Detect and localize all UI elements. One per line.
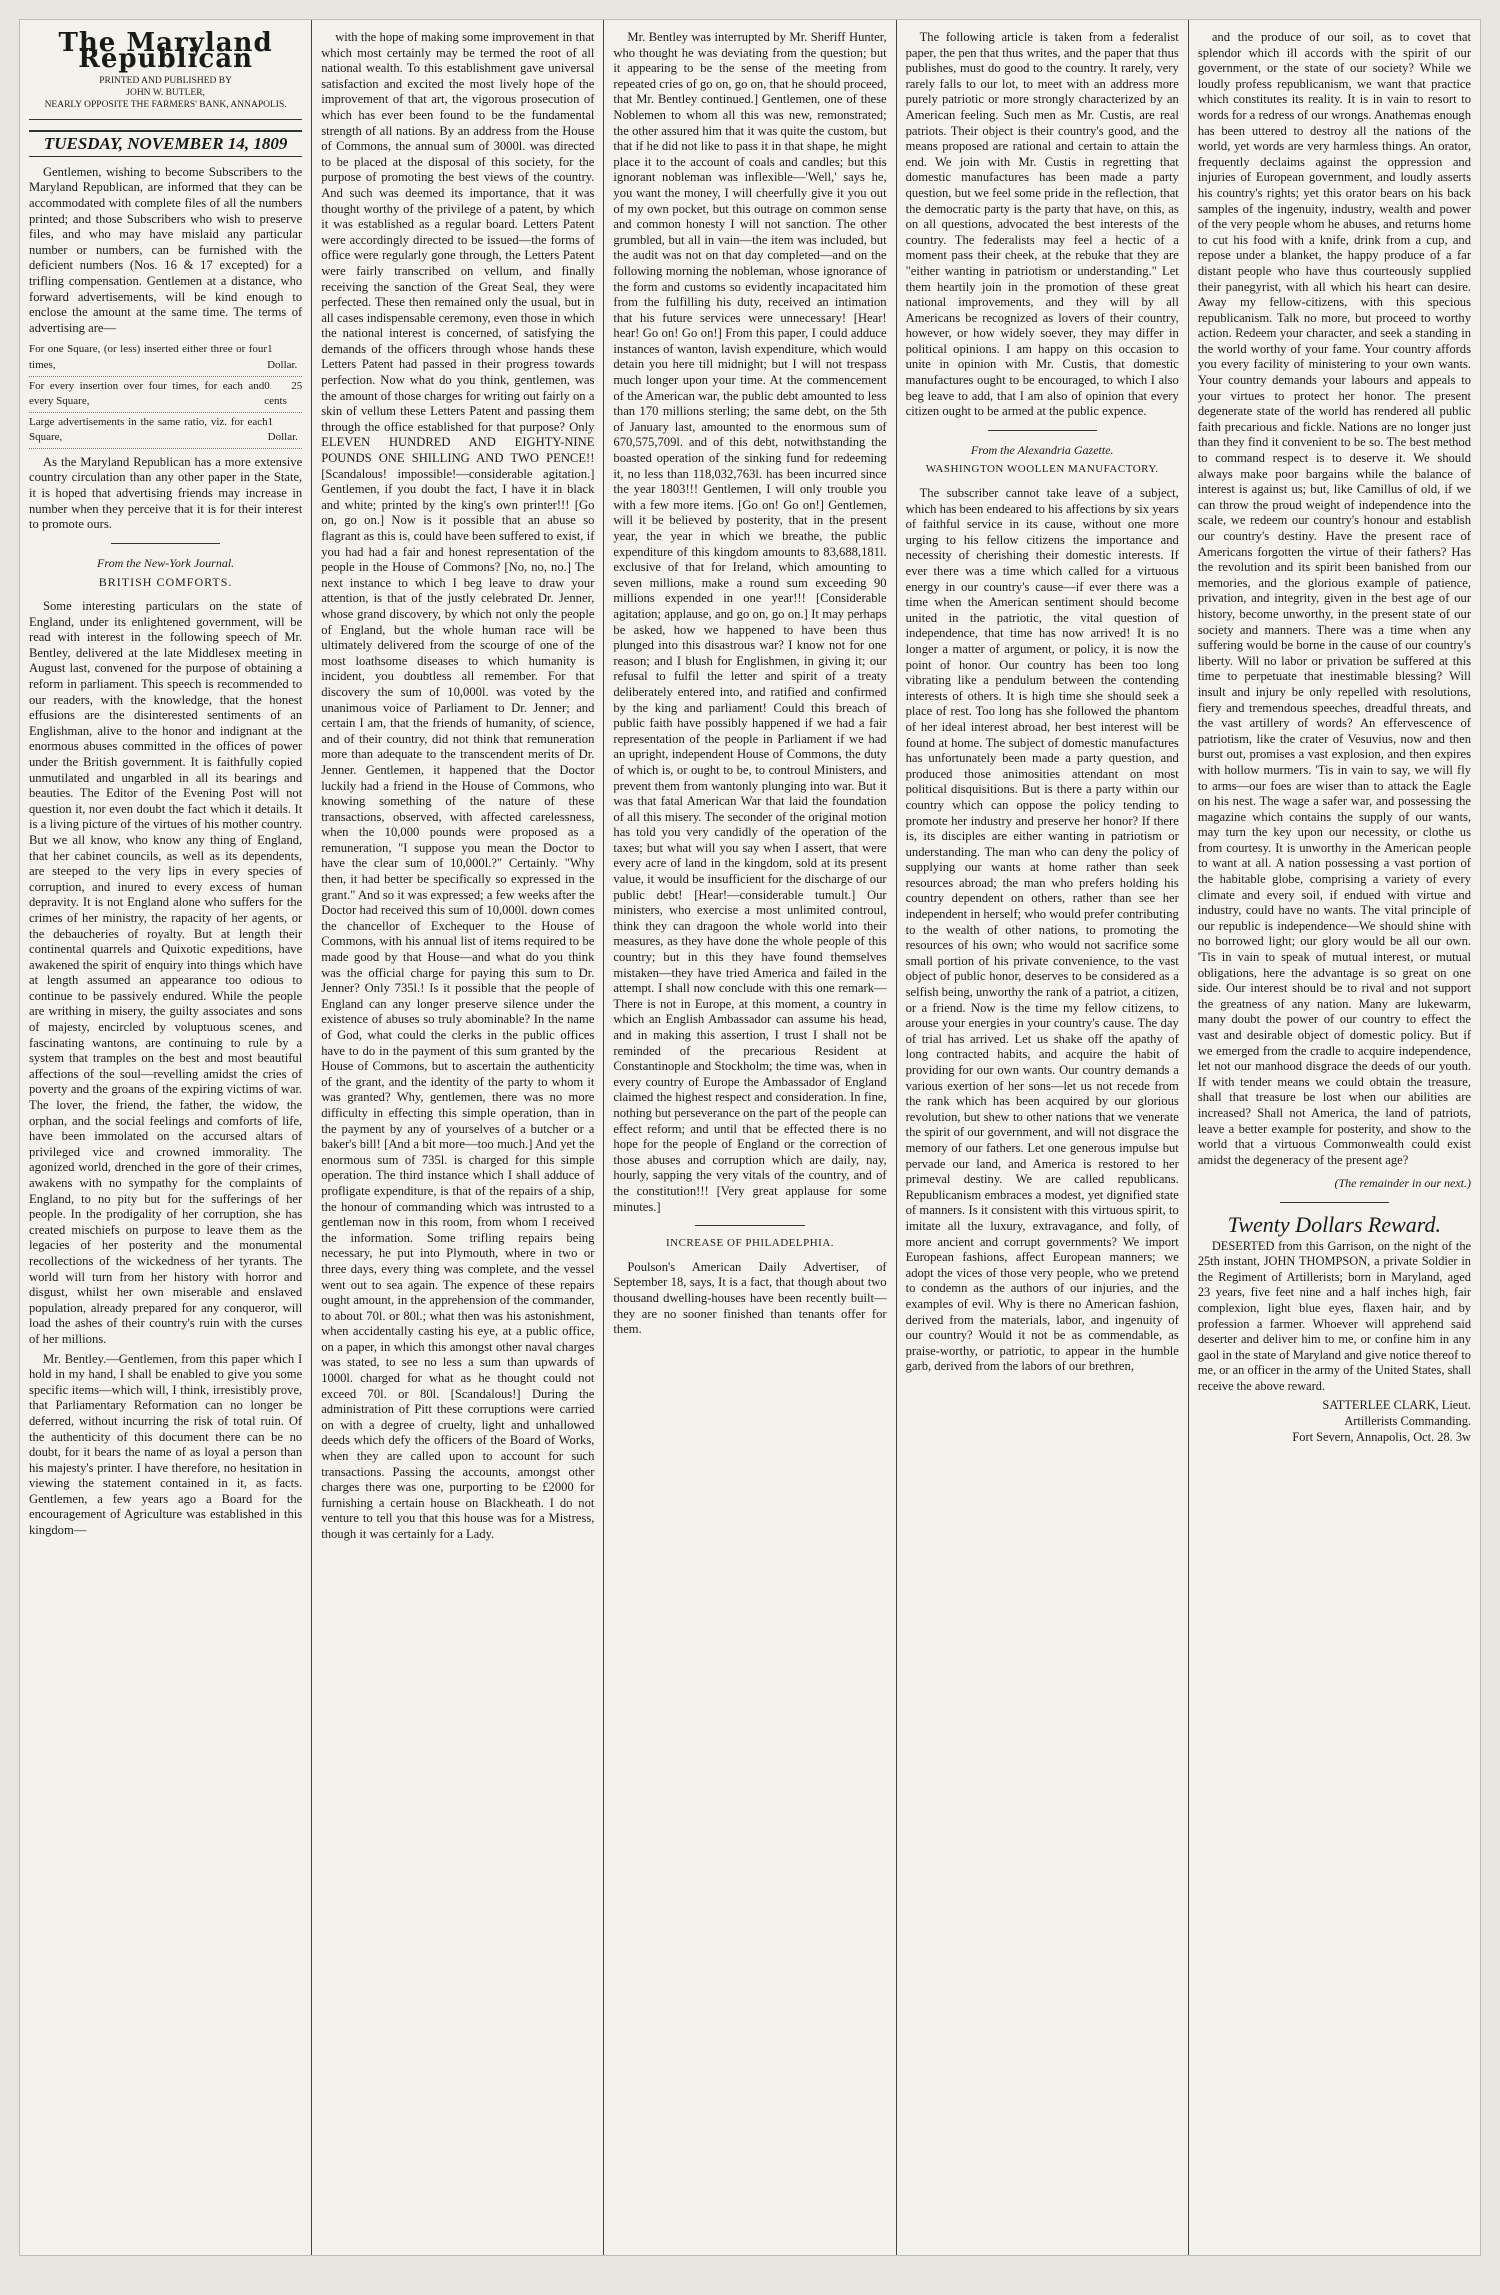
article-body: The subscriber cannot take leave of a subject, which has been endeared to his affections by six years of faithful service in its cause, without one more urging to his fellow citizens the importance and necessity of cherishing their domestic interests. If ever there was a time which called for a virtuous energy in our country's cause—if ever there was a time when the American sentiment should become united in the patriotic, the vital question of independence, that time has now arrived! It is no longer a matter of argument, or policy, it is now the point of honor. Our country has been too long vibrating like a pendulum between the contending interests of others. It is high time she should seek a place of rest. Too long has she followed the phantom of her ideal interest abroad, her best interest will be found at home. The subject of domestic manufactures has unfortunately been made a party question, and produced those animosities attendant on most political disquisitions. But is there a party within our country which can oppose the policy tending to promote her industry and preserve her honor? If there is, its disciples are either wanting in patriotism or understanding. The man who can deny the policy of supplying our wants at home rather than seek resources abroad; the man who prefers holding his country dependent on others, rather than see her independent in herself; who would prefer contributing to the wealth of other nations, to promoting the resources of his own; who would not sacrifice some small portion of his private convenience, to the vast object of public honor, deserves to be considered as a selfish being, unworthy the rank of a patriot, a citizen, or a friend. Now is the time my fellow citizens, to arouse your energies in your country's cause. The day of trial has arrived. Let us shake off the apathy of long contracted habits, and acquire the habit of providing for our own wants. Our country demands a various exertion of her sons—let us not recede from the rank which has been acquired by our glorious revolution, but shew to other nations that we venerate the spirit of our government, and will not disgrace the memory of our fathers. Let one generous impulse but pervade our land, and America is restored to her primeval destiny. We are called republicans. Republicanism embraces a modest, yet dignified state of manners. Is it consistent with this virtuous spirit, to imitate all the luxury, extravagance, and folly, of more ancient and corrupt governments? We import European fashions, affect European manners; we adopt the vices of those very people, who we pretend to condemn as the authors of our injuries, and the examples of evil. Why is there no American fashion, derived from the materials, labor, and ingenuity of our country? Would it not be as commendable, as praise-worthy, or patriotic, to appear in the humble garb, derived from the labors of our brethren, bbox=[905, 486, 1179, 1374]
section-divider bbox=[1280, 1202, 1389, 1203]
article-source: From the New-York Journal. bbox=[97, 555, 235, 570]
advertising-rates bbox=[29, 340, 302, 449]
section-divider bbox=[988, 430, 1097, 431]
article-intro: The following article is taken from a federalist paper, the pen that thus writes, and the paper that thus publishes, must do good to the country. It rarely, very rarely falls to our lot, to meet with an address more purely patriotic or more strongly characterized by an American feeling. Such men as Mr. Custis, are real patriots. Their object is their country's good, and the means proposed are rational and certain to attain the end. We join with Mr. Custis in regretting that domestic manufactures has been made a party question, but we feel some pride in the reflection, that the democratic party is the party that have, on this, as on all questions, advocated the best interests of the country. The federalists may feel a hectic of a moment pass their cheek, at the rebuke that they are "either wanting in patriotism or understanding." Let them heartily join in the promotion of these great national improvements, and they will by all Americans be recognized as lovers of their country, however, or how widely soever, they may differ in political opinions. I am happy on this occasion to unite in opinion with Mr. Custis, that domestic manufactures ought to be encouraged, to which I also beg leave to add, that I am also of opinion that every citizen ought to be armed at the public expence. bbox=[905, 30, 1179, 419]
article-headline: BRITISH COMFORTS. bbox=[98, 575, 233, 590]
news-item-text: Poulson's American Daily Advertiser, of September 18, says, It is a fact, that though about two thousand dwelling-houses have been recently built—they are no sooner finished than tenants offer for them. bbox=[613, 1259, 887, 1337]
issue-date: TUESDAY, NOVEMBER 14, 1809 bbox=[29, 130, 302, 157]
rate-price: 1 Dollar. bbox=[267, 415, 298, 444]
article-body: and the produce of our soil, as to covet that splendor which ill accords with the spirit of our government, or the state of our society? While we loudly profess republicanism, we want that practice which constitutes its reality. It is in vain to resort to words for a redress of our wrongs. Anathemas enough has been uttered to destroy all the nations of the world, yet words are very harmless things. An orator, frequently declaims against the oppression and injuries of European government, and loudly asserts his country's rights; yet this orator bears on his back samples of the ingenuity, industry, wealth and power of the very people whom he abuses, and returns home to cut his food with a knife, drink from a cup, and repose under a blanket, the happy produce of a far distant people who have thus courteously supplied their panegyrist, with all which his heart can desire. Away my fellow-citizens, with this specious republicanism. Talk no more, but proceed to worthy action. Redeem your character, and seek a standing in the world worthy of your fame. Your country affords you every facility of ministering to your own wants. Your country demands your labours and appeals to your virtues to protect her honor. The present degenerate state of the world has rendered all public faith precarious and fickle. Nations are no longer just than they find it convenient to be so. The best method to command respect is to deserve it. We should always make poor bargains while the balance of interest is against us; but, like Camillus of old, if we can throw the proud weight of independence into the scale, we redeem our country's honour and establish our country's destiny. Have the present race of Americans forgotten the virtue of their fathers? Has the revolution and its spirit been banished from our memories, and the glorious example of patience, privation, and integrity, given in the best age of our history, become unworthy, in the present state of our society and manners. There was a time when any suffering would be borne in the cause of our country's liberty. Will no labor or privation be suffered at this time to perpetuate that inestimable blessing? Will insult and injury be only repelled with resolutions, fiery and tremendous speeches, dreadful threats, and the vast artillery of words? An effervescence of patriotism, like the crater of Vesuvius, now and then burst out, promises a vast explosion, and then expires with hollow murmers. 'Tis in vain to say, we will fly to arms—our foes are wiser than to attack the Eagle on his nest. The wage a safer war, and possessing the magazine which contains the supply of our wants, may turn the key upon our necessity, or clothe us from courtesy. It is unworthy in the American people to want at all. A nation possessing a vast portion of the habitable globe, comprising a variety of every climate and every soil, if endued with virtue and industry, could have no wants. The vital principle of our republic is independence—We should shine with no borrowed light; our glory would be all our own. 'Tis in vain to speak of mutual interest, or mutual obligations, here the advantage is so great on one side. Our interest should be to rival and not support the greatness of any nation. Many are lukewarm, many doubt the power of our country to effect the vast and desirable object of domestic policy. But if we emerged from the cradle to acquire independence, let not our manhood disgrace the deeds of our youth. If with tender means we could obtain the treasure, shall that treasure be lost when our abilities are increased? Shall not America, the land of patriots, leave a better example for posterity, and show to the world that a virtuous Commonwealth could exist amidst the degeneracy of the present age? bbox=[1197, 30, 1472, 1167]
rate-row bbox=[29, 413, 302, 449]
imprint-line-3: NEARLY OPPOSITE THE FARMERS' BANK, ANNAPOLIS. bbox=[44, 100, 287, 111]
rate-row bbox=[29, 340, 302, 376]
rate-row bbox=[29, 377, 302, 413]
subscribers-notice: Gentlemen, wishing to become Subscribers to the Maryland Republican, are informed that they can be accommodated with complete files of all the numbers printed; and those Subscribers who wish to preserve files, and who may have mislaid any particular number or numbers, can be furnished with the deficient numbers (Nos. 16 & 17 excepted) for a trifling compensation. Gentlemen at a distance, who forward advertisements, will be kind enough to enclose the amount at the same time. The terms of advertising are— bbox=[29, 164, 303, 335]
article-body: Mr. Bentley was interrupted by Mr. Sheriff Hunter, who thought he was deviating from the question; but it appearing to be the sense of the meeting from repeated cries of go on, go on, that he should proceed, that Mr. Bentley continued.] Gentlemen, one of these Noblemen to whom all this was new, remonstrated; the other assured him that it was quite the custom, but that if he did not like to pass it in that shape, he might place it to the account of coals and candles; but this ignorant nobleman was inflexible—'Well,' says he, you want the money, I will cheerfully give it you out of my own pocket, but this outrage on common sense and common honesty I will not sanction. The other grumbled, but all in vain—the item was included, but the audit was not on that day completed—and on the following morning the nobleman, whose ignorance of the form and customs so evidently incapacitated him from the fulfilling his duty, received an intimation that his future services were unnecessary! [Hear! hear! Go on! Go on!] From this paper, I could adduce instances of wanton, lavish expenditure, which would detain you here till midnight; but I will not trespass much longer upon your time. At the commencement of the American war, the public debt amounted to less than 170 millions sterling; the same debt, on the 5th of January last, amounted to the enormous sum of 670,575,709l. and of this debt, notwithstanding the boasted operation of the sinking fund for redeeming it, no less than 118,032,763l. has been incurred since the year 1803!!! Gentlemen, I will only trouble you with a few more items. [Go on! Go on!] Gentlemen, will it be believed by posterity, that in the present year, the year in which we breathe, the public expenditure of this kingdom amounts to 83,688,181l. exclusive of that for Ireland, which amounting to seven millions, make a round sum exceeding 90 millions expended in one year!!! [Considerable agitation; applause, and go on, go on.] It may perhaps be asked, how we happened to have been thus plunged into this disastrous war? I know not for one reason; and I blush for Englishmen, in giving it; our refusal to fulfil the letter and spirit of a treaty deliberately entered into, and ratified and confirmed by the king and parliament! Could this breach of public faith have possibly happened if we had a fair representation of the people in Parliament if we had an upright, independent House of Commons, the duty of which is, or ought to be, to controul Ministers, and prevent them from wantonly plunging into war. But it was that fatal American War that laid the foundation of all this misery. The seconder of the original motion has told you very candidly of the operation of the taxes; but what will you say when I assert, that were every acre of land in the kingdom, sold at its present value, it would be insufficient for the discharge of our public debt! [Hear!—considerable tumult.] Our ministers, who exercise a most unlimited controul, think they can dragoon the whole world into their measures, as they have done the whole people of this country; but in this they have found themselves mistaken—they have tried America and failed in the attempt. I shall now conclude with this one remark—There is not in Europe, at this moment, a country in which an English Ambassador can assume his head, and in making this assertion, I trust I shall not be reminded of the precarious Resident at Constantinople and Stockholm; the time was, when in every country of Europe the Ambassador of England claimed the highest respect and consideration. In fine, nothing but perseverance on the part of the people can effect reform; and until that be effected there is no hope for the people of England or the correction of those abuses and corruption which are daily, nay, hourly, sapping the very vitals of the country, and of the constitution!!! [Very great applause for some minutes.] bbox=[613, 30, 887, 1214]
rate-label: For one Square, (or less) inserted either three or four times, bbox=[29, 343, 268, 371]
rate-label: Large advertisements in the same ratio, viz. for each Square, bbox=[29, 415, 268, 444]
column-2 bbox=[312, 20, 604, 2255]
reward-body: DESERTED from this Garrison, on the night of the 25th instant, JOHN THOMPSON, a private Soldier in the Regiment of Artillerists; born in Maryland, aged 23 years, five feet nine and a half inches high, fair complexion, light blue eyes, flaxen hair, and by profession a farmer. Whoever will apprehend said deserter and deliver him to me, or confine him in any gaol in the state of Maryland and give notice thereof to me, or an officer in the army of the United States, shall receive the above reward. bbox=[1197, 1238, 1472, 1393]
imprint-line-1: PRINTED AND PUBLISHED BY bbox=[99, 76, 232, 87]
article-headline: WASHINGTON WOOLLEN MANUFACTORY. bbox=[925, 463, 1159, 476]
rate-price: 0 25 cents bbox=[264, 379, 303, 408]
masthead bbox=[29, 28, 302, 120]
column-4 bbox=[897, 20, 1189, 2255]
column-1 bbox=[20, 20, 312, 2255]
reward-signature-title: Artillerists Commanding. bbox=[1344, 1414, 1472, 1429]
section-divider bbox=[695, 1225, 804, 1226]
column-5 bbox=[1189, 20, 1480, 2255]
circulation-notice: As the Maryland Republican has a more extensive country circulation than any other paper in the State, it is hoped that advertising friends may increase in number when they perceive that it is for their interest to promote ours. bbox=[29, 454, 303, 532]
imprint-line-2: JOHN W. BUTLER, bbox=[126, 88, 205, 99]
column-layout bbox=[20, 20, 1480, 2255]
reward-place-date: Fort Severn, Annapolis, Oct. 28. 3w bbox=[1292, 1429, 1472, 1444]
newspaper-title: The Maryland Republican bbox=[58, 28, 273, 74]
rate-price: 1 Dollar. bbox=[267, 343, 298, 371]
reward-signature: SATTERLEE CLARK, Lieut. bbox=[1322, 1398, 1472, 1413]
news-item-headline: INCREASE OF PHILADELPHIA. bbox=[665, 1237, 835, 1250]
column-3 bbox=[604, 20, 896, 2255]
continued-note: (The remainder in our next.) bbox=[1334, 1176, 1472, 1191]
article-body: Some interesting particulars on the state of England, under its enlightened government, will be read with interest in the following speech of Mr. Bentley, delivered at the late Middlesex meeting in August last, convened for the purpose of obtaining a reform in parliament. This speech is recommended to our readers, with the knowledge, that the honest effusions are the disinterested sentiments of an Englishman, alive to the honor and indignant at the enormous abuses committed in the offices of power under the British government. It is faithfully copied unmutilated and ungarbled in all its bearings and beauties. The Editor of the Evening Post will not question it, nor even doubt the fact which it details. It is a living picture of the virtues of his mother country. But we all know, who know any thing of England, that her cabinet councils, as well as its dependents, are steeped to the very lips in every species of corruption, and inured to every excess of human depravity. It is not England alone who suffers for the crimes of her ministry, the rapacity of her agents, or the debaucheries of royalty. But at length their continental quarrels and Quixotic expeditions, have awakened the spirit of enquiry into things which have at length assumed an appearance too odious to continue to be passively endured. While the people are writhing in misery, the guilty associates and sons of majesty, encircled by voluptuous scenes, and fascinating wantons, are continuing to rule by a system that tramples on the best and most beautiful affections of the soul—revelling amidst the cries of poverty and the groans of the expiring victims of war. The lover, the friend, the father, the widow, the orphan, and the social feelings and comforts of life, have been immolated on the accursed altars of privileged vice and crowned immorality. The agonized world, drenched in the gore of their crimes, awakens with no sympathy for the complaints of England, to no pity but for the sufferings of her people. In the prodigality of her corruption, she has created mischiefs on purpose to leave them as the legacies of her posterity and the monumental recollections of the wickedness of her tyrants. The world will turn from her history with horror and disgust, whilst her own miserable and enslaved population, already prepared for any conqueror, will load the ashes of their country's ruin with the curses of her millions. bbox=[29, 599, 303, 1346]
section-divider bbox=[111, 543, 220, 544]
article-source: From the Alexandria Gazette. bbox=[970, 442, 1114, 457]
article-body: with the hope of making some improvement in that which most certainly may be termed the root of all national wealth. To this establishment gave universal satisfaction and excited the most lively hope of the improvement of that art, the vigorous prosecution of which has ever been found to be the fundamental strength of all nations. By an address from the House of Commons, the annual sum of 3000l. was directed to be placed at the disposal of this society, for the purpose of promoting the best views of the country. And such was deemed its importance, that it was thought worthy of the privilege of a patent, by which it was established as a regular board. Letters Patent were accordingly directed to be issued—the forms of office were regularly gone through, the Letters Patent were fairly transcribed on vellum, and finally receiving the sanction of the Great Seal, they were perfected. These then remained only the usual, but in all cases indispensable ceremony, even those in which the national interest is concerned, of satisfying the demands of the officers through whose hands these Letters Patent had passed in their progress towards perfection. Now what do you think, gentlemen, was the amount of those charges for writing out fairly on a skin of vellum these Letters Patent and passing them through the office established for that purpose? Only ELEVEN HUNDRED AND EIGHTY-NINE POUNDS ONE SHILLING AND TWO PENCE!! [Scandalous! impossible!—considerable agitation.] Gentlemen, if you doubt the fact, I have it in black and white; printed by the king's own printer!!! [Go on, go on.] Now is it possible that an abuse so flagrant as this is, could have been suffered to exist, if you had had a fair and honest representation of the people in the House of Commons? [No, no, no.] The next instance to which I beg leave to draw your attention, is that of the justly celebrated Dr. Jenner, whose grand discovery, by which not only the people of England, but the whole human race will be ultimately delivered from the scourge of one of the most loathsome diseases to which humanity is incident, you doubtless all remember. For that discovery the sum of 10,000l. was voted by the unanimous voice of Parliament to Dr. Jenner; and certain I am, that the friends of humanity, of science, and of their country, did not think that remuneration more than adequate to the transcendent merits of Dr. Jenner. Gentlemen, it happened that the Doctor luckily had a friend in the House of Commons, who knowing something of the nature of these transactions, observed, with affected carelessness, when the 10,000 pounds were proposed as a remuneration, "I suppose you mean the Doctor to have the clear sum of 10,000l.?" Certainly. "Why then, it had better be specifically so expressed in the grant." And so it was expressed; a few weeks after the Doctor had received this sum of 10,000l. down comes the chancellor of Exchequer to the House of Commons, with his annual list of items required to be made good by that House—and what do you think was the official charge for paying this sum to Dr. Jenner? Only 735l.! Is it possible that the people of England can any longer preserve silence under the existence of abuses so truly abominable? In the name of God, what could the clerks in the public offices have to do in the payment of this sum granted by the House of Commons, but to ascertain the authenticity of the grant, and the identity of the party to whom it was granted? Why, gentlemen, there was no more difficulty in effecting this simple operation, than in the payment by any of yourselves of a butcher or a baker's bill! [And a bit more—too much.] And yet the enormous sum of 735l. is charged for this simple operation. The third instance which I shall adduce of profligate expenditure, is that of the repairs of a ship, the honour of commanding which was intrusted to a gentleman now in this room, from whom I received the information. Some trifling repairs being necessary, he put into Plymouth, where in two or three days, every thing was complete, and the vessel went out to sea again. The expence of these repairs ought amount, in the apprehension of the commander, to about 70l. or 80l.; what then was his astonishment, when accidentally casting his eye, at a public office, on a paper, in which this amongst other naval charges was stated, to see no less a sum than upwards of 1000l. charged for what as he thought could not exceed 70l. or 80l. [Scandalous!] During the administration of Pitt these corruptions were carried on with a degree of cruelty, light and unhallowed deeds which defy the officers of the Board of Works, when they are called upon to account for such transactions. Passing the accounts, amongst other charges there was one, purporting to be £2000 for furnishing a certain house on Blackheath. I do not venture to tell you that this house was for a Mistress, though it was certainly for a Lady. bbox=[321, 30, 595, 1541]
newspaper-page bbox=[20, 20, 1480, 2255]
rate-label: For every insertion over four times, for each and every Square, bbox=[29, 379, 265, 408]
reward-title: Twenty Dollars Reward. bbox=[1227, 1211, 1442, 1237]
speech-text: Mr. Bentley.—Gentlemen, from this paper which I hold in my hand, I shall be enabled to give you some specific items—which will, I think, irresistibly prove, that Parliamentary Reformation can no longer be deferred, without incurring the risk of total ruin. Of the authenticity of this document there can be no doubt, for it bears the name of as loyal a person than his majesty's printer. I have therefore, no hesitation in viewing the statement contained in it, as facts. Gentlemen, a few years ago a Board for the encouragement of Agriculture was established in this kingdom— bbox=[29, 1351, 303, 1538]
